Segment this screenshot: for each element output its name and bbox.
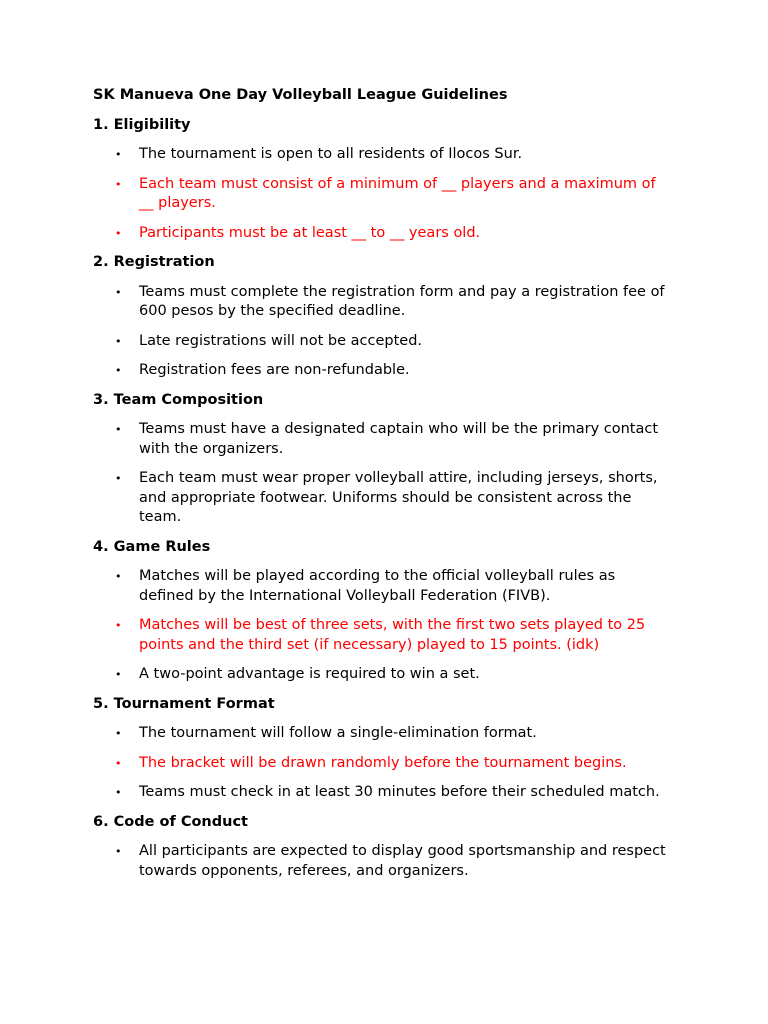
list-item: [115, 175, 674, 214]
list-item: [115, 754, 674, 774]
list-item-text: Each team must consist of a minimum of __ players and a maximum of __ players.: [139, 175, 656, 211]
section-heading: 4. Game Rules: [93, 538, 211, 555]
list-item-text: Participants must be at least __ to __ years old.: [139, 224, 481, 241]
list-item-text: Teams must complete the registration form and pay a registration fee of 600 pesos by the specified deadline.: [139, 283, 665, 319]
bullet-icon: •: [115, 285, 122, 299]
bullet-icon: •: [115, 472, 122, 485]
sections-container: [93, 116, 693, 882]
list-item-text: The tournament is open to all residents of Ilocos Sur.: [139, 146, 523, 162]
bullet-icon: •: [115, 177, 122, 191]
list-item: [115, 842, 674, 881]
list-item: [115, 616, 674, 655]
list-item: [115, 469, 674, 528]
list-item-text: A two-point advantage is required to win a set.: [139, 666, 480, 682]
list-item: [115, 283, 674, 322]
bullet-icon: •: [115, 148, 122, 161]
bullet-icon: •: [115, 619, 122, 632]
list-item: [115, 361, 674, 381]
bullet-icon: •: [115, 727, 122, 740]
list-item-text: Late registrations will not be accepted.: [139, 332, 423, 349]
list-item-text: Matches will be best of three sets, with the first two sets played to 25 points and the third set (if necessary) played to 15 points. (idk): [139, 617, 646, 653]
bullet-icon: •: [115, 570, 122, 583]
bullet-list: [93, 283, 693, 381]
bullet-icon: •: [115, 756, 122, 770]
list-item-text: The tournament will follow a single-elimination format.: [139, 725, 537, 741]
bullet-icon: •: [115, 226, 122, 240]
bullet-icon: •: [115, 845, 122, 858]
bullet-list: [93, 567, 693, 685]
list-item-text: The bracket will be drawn randomly before the tournament begins.: [139, 754, 627, 771]
bullet-icon: •: [115, 786, 122, 799]
section-heading: 5. Tournament Format: [93, 695, 275, 712]
bullet-icon: •: [115, 364, 122, 377]
list-item-text: Registration fees are non-refundable.: [139, 362, 410, 378]
section-heading: 1. Eligibility: [93, 116, 191, 133]
list-item-text: Teams must have a designated captain who will be the primary contact with the organizers.: [139, 421, 659, 457]
bullet-icon: •: [115, 668, 122, 681]
list-item-text: Each team must wear proper volleyball attire, including jerseys, shorts, and appropriate footwear. Uniforms should be consistent across the team.: [139, 470, 658, 525]
bullet-icon: •: [115, 334, 122, 348]
document-body: [93, 86, 693, 891]
bullet-list: [93, 724, 693, 803]
list-item-text: Teams must check in at least 30 minutes before their scheduled match.: [139, 784, 660, 800]
list-item: [115, 224, 674, 244]
document-title: SK Manueva One Day Volleyball League Guidelines: [93, 87, 508, 103]
bullet-list: [93, 420, 693, 528]
list-item: [115, 724, 674, 744]
section-heading: 2. Registration: [93, 254, 215, 270]
bullet-list: [93, 145, 693, 243]
list-item-text: Matches will be played according to the official volleyball rules as defined by the International Volleyball Federation (FIVB).: [139, 568, 616, 604]
list-item: [115, 420, 674, 459]
list-item: [115, 332, 674, 352]
list-item: [115, 665, 674, 685]
list-item: [115, 783, 674, 803]
list-item: [115, 145, 674, 165]
list-item: [115, 567, 674, 606]
bullet-icon: •: [115, 423, 122, 436]
section-heading: 3. Team Composition: [93, 391, 264, 408]
bullet-list: [93, 842, 693, 881]
section-heading: 6. Code of Conduct: [93, 813, 248, 830]
list-item-text: All participants are expected to display good sportsmanship and respect towards opponents, referees, and organizers.: [139, 843, 666, 879]
